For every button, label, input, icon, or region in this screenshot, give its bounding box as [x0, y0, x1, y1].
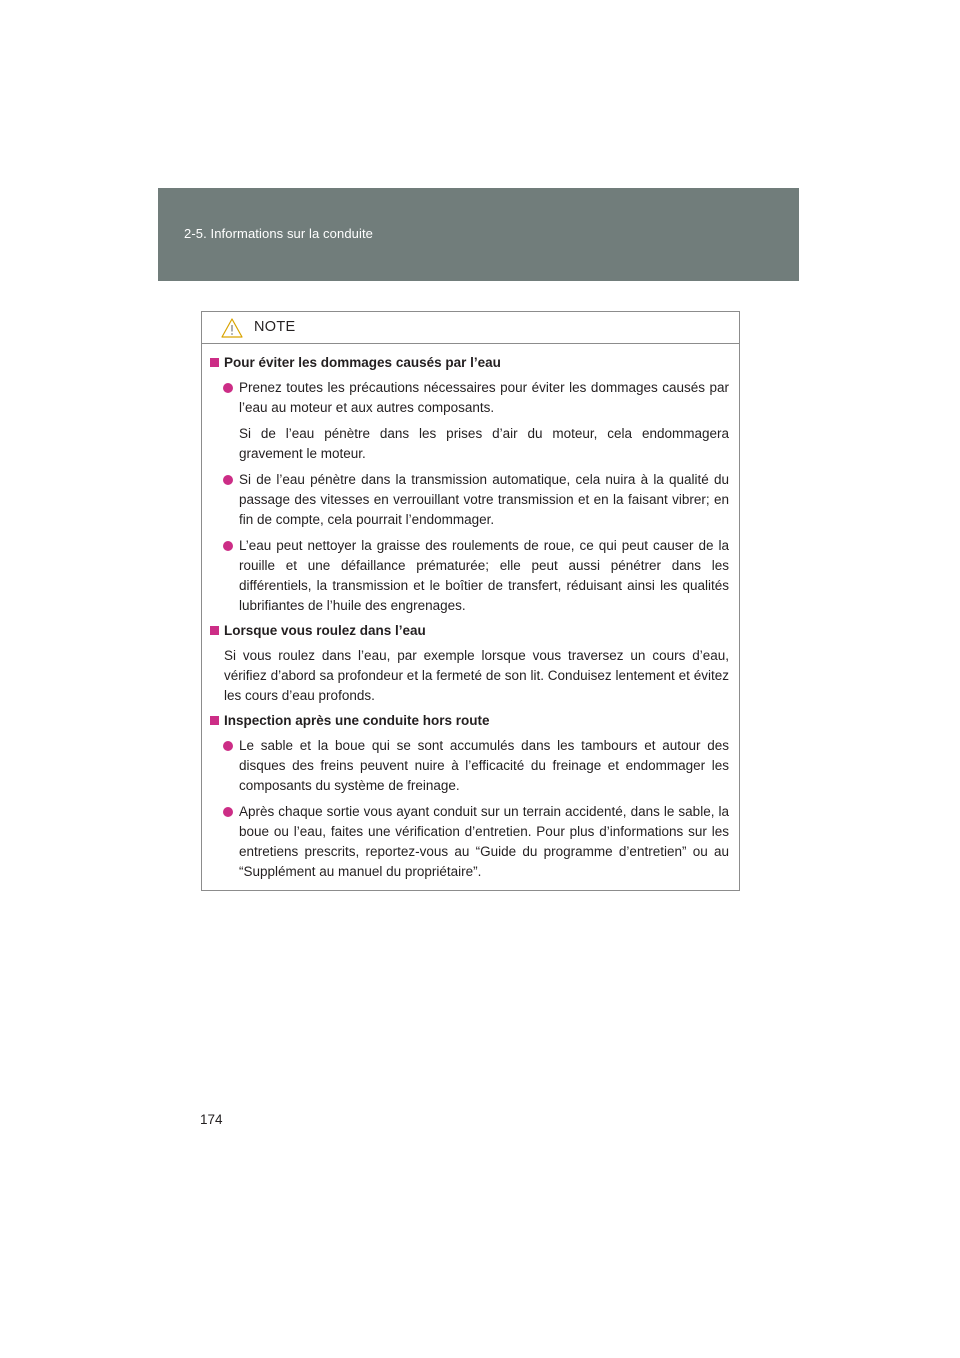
section-title: 2-5. Informations sur la conduite [184, 226, 374, 241]
note-header [202, 312, 739, 344]
round-bullet-icon [223, 383, 233, 393]
list-item: L’eau peut nettoyer la graisse des roulements de roue, ce qui peut causer de la rouille et une défaillance prématurée; elle peut aussi pénétrer dans les différentiels, la transmission et le boîtier de transfert, réduisant ainsi les qualités lubrifiantes de l’huile des engrenages. [210, 536, 733, 616]
paragraph: Si de l’eau pénètre dans les prises d’air du moteur, cela endommagera gravement le moteur. [239, 426, 729, 461]
note-body [202, 344, 739, 882]
square-bullet-icon [210, 358, 219, 367]
list-item: Après chaque sortie vous ayant conduit sur un terrain accidenté, dans le sable, la boue ou l’eau, faites une vérification d’entretien. Pour plus d’informations sur les entretiens prescrits, reportez-vous au “Guide du programme d’entretien” ou au “Supplément au manuel du propriétaire”. [210, 802, 733, 882]
square-bullet-icon [210, 716, 219, 725]
section-heading: Pour éviter les dommages causés par l’eau [210, 354, 733, 372]
square-bullet-icon [210, 626, 219, 635]
paragraph: Si vous roulez dans l’eau, par exemple lorsque vous traversez un cours d’eau, vérifiez d’abord sa profondeur et la fermeté de son lit. Conduisez lentement et évitez les cours d’eau profonds. [224, 648, 729, 703]
note-label: NOTE [254, 319, 296, 335]
round-bullet-icon [223, 807, 233, 817]
section-header-band [158, 188, 799, 281]
note-box [201, 311, 740, 891]
section-heading: Lorsque vous roulez dans l’eau [210, 622, 733, 640]
round-bullet-icon [223, 741, 233, 751]
section-heading: Inspection après une conduite hors route [210, 712, 733, 730]
page-number: 174 [200, 1112, 223, 1127]
list-item: Prenez toutes les précautions nécessaires pour éviter les dommages causés par l’eau au moteur et aux autres composants. [210, 378, 733, 418]
list-item: Le sable et la boue qui se sont accumulés dans les tambours et autour des disques des freins peuvent nuire à l’efficacité du freinage et endommager les composants du système de freinage. [210, 736, 733, 796]
round-bullet-icon [223, 541, 233, 551]
round-bullet-icon [223, 475, 233, 485]
warning-triangle-icon [221, 318, 243, 338]
list-item: Si de l’eau pénètre dans la transmission automatique, cela nuira à la qualité du passage des vitesses en verrouillant votre transmission et en la faisant vibrer; en fin de compte, cela pourrait l’endommager. [210, 470, 733, 530]
